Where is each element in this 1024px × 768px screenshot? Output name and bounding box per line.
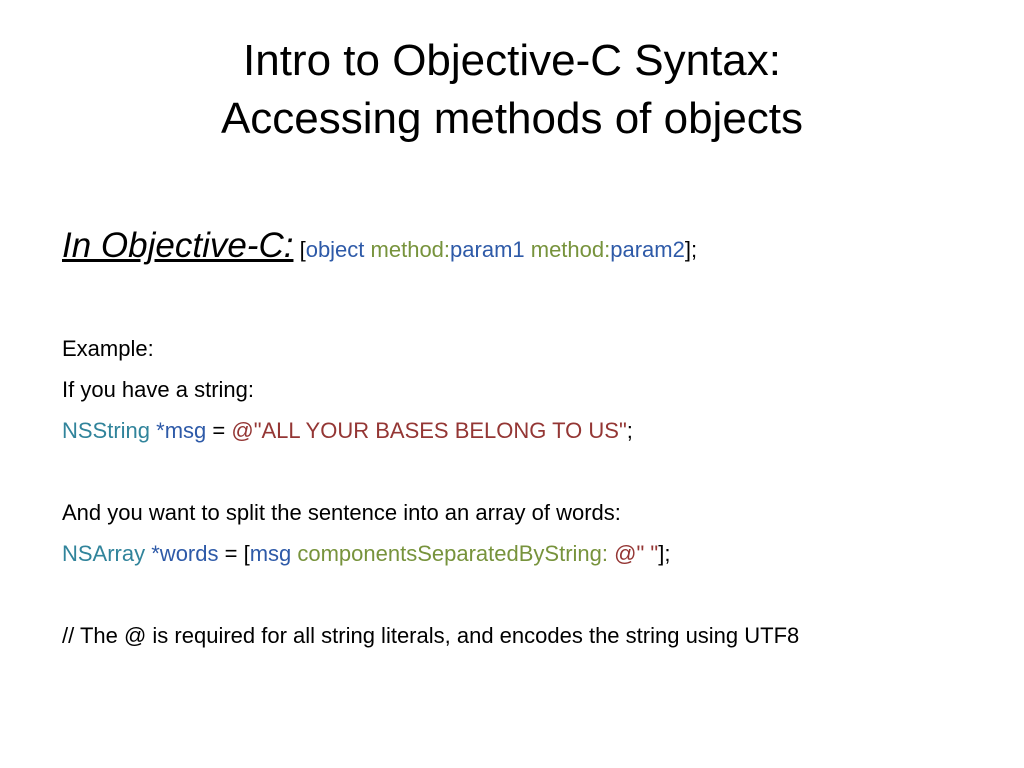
syntax-method-1: method: [370, 237, 451, 262]
syntax-open-bracket: [ [293, 237, 306, 262]
slide-body [62, 222, 992, 656]
code-var-words: *words [151, 541, 219, 566]
code-semicolon: ; [626, 418, 633, 443]
slide-title-line2: Accessing methods of objects [220, 94, 804, 143]
code-method-components: componentsSeparatedByString: [297, 541, 615, 566]
string-code-line [62, 410, 992, 451]
syntax-line [62, 222, 992, 270]
string-intro: If you have a string: [62, 377, 254, 402]
slide-title [0, 32, 1024, 148]
example-label: Example: [62, 336, 154, 361]
code-var-msg: *msg [156, 418, 207, 443]
split-intro: And you want to split the sentence into an array of words: [62, 500, 621, 525]
code-close: ]; [658, 541, 671, 566]
syntax-method-2: method: [530, 237, 611, 262]
syntax-object: object [305, 237, 371, 262]
spacer [62, 574, 992, 615]
code-assign-bracket: = [ [218, 541, 250, 566]
array-code-line [62, 533, 992, 574]
code-receiver-msg: msg [249, 541, 298, 566]
lead-label: In Objective-C: [62, 226, 294, 265]
code-string-literal: @"ALL YOUR BASES BELONG TO US" [231, 418, 627, 443]
comment-line: // The @ is required for all string literals, and encodes the string using UTF8 [62, 623, 800, 648]
spacer [62, 451, 992, 492]
syntax-close: ]; [684, 237, 698, 262]
code-assign: = [206, 418, 232, 443]
syntax-param-1: param1 [450, 237, 531, 262]
code-type-nsstring: NSString [62, 418, 157, 443]
code-type-nsarray: NSArray [62, 541, 152, 566]
slide-title-line1: Intro to Objective-C Syntax: [243, 36, 781, 85]
syntax-param-2: param2 [610, 237, 685, 262]
code-space-literal: @" " [614, 541, 659, 566]
